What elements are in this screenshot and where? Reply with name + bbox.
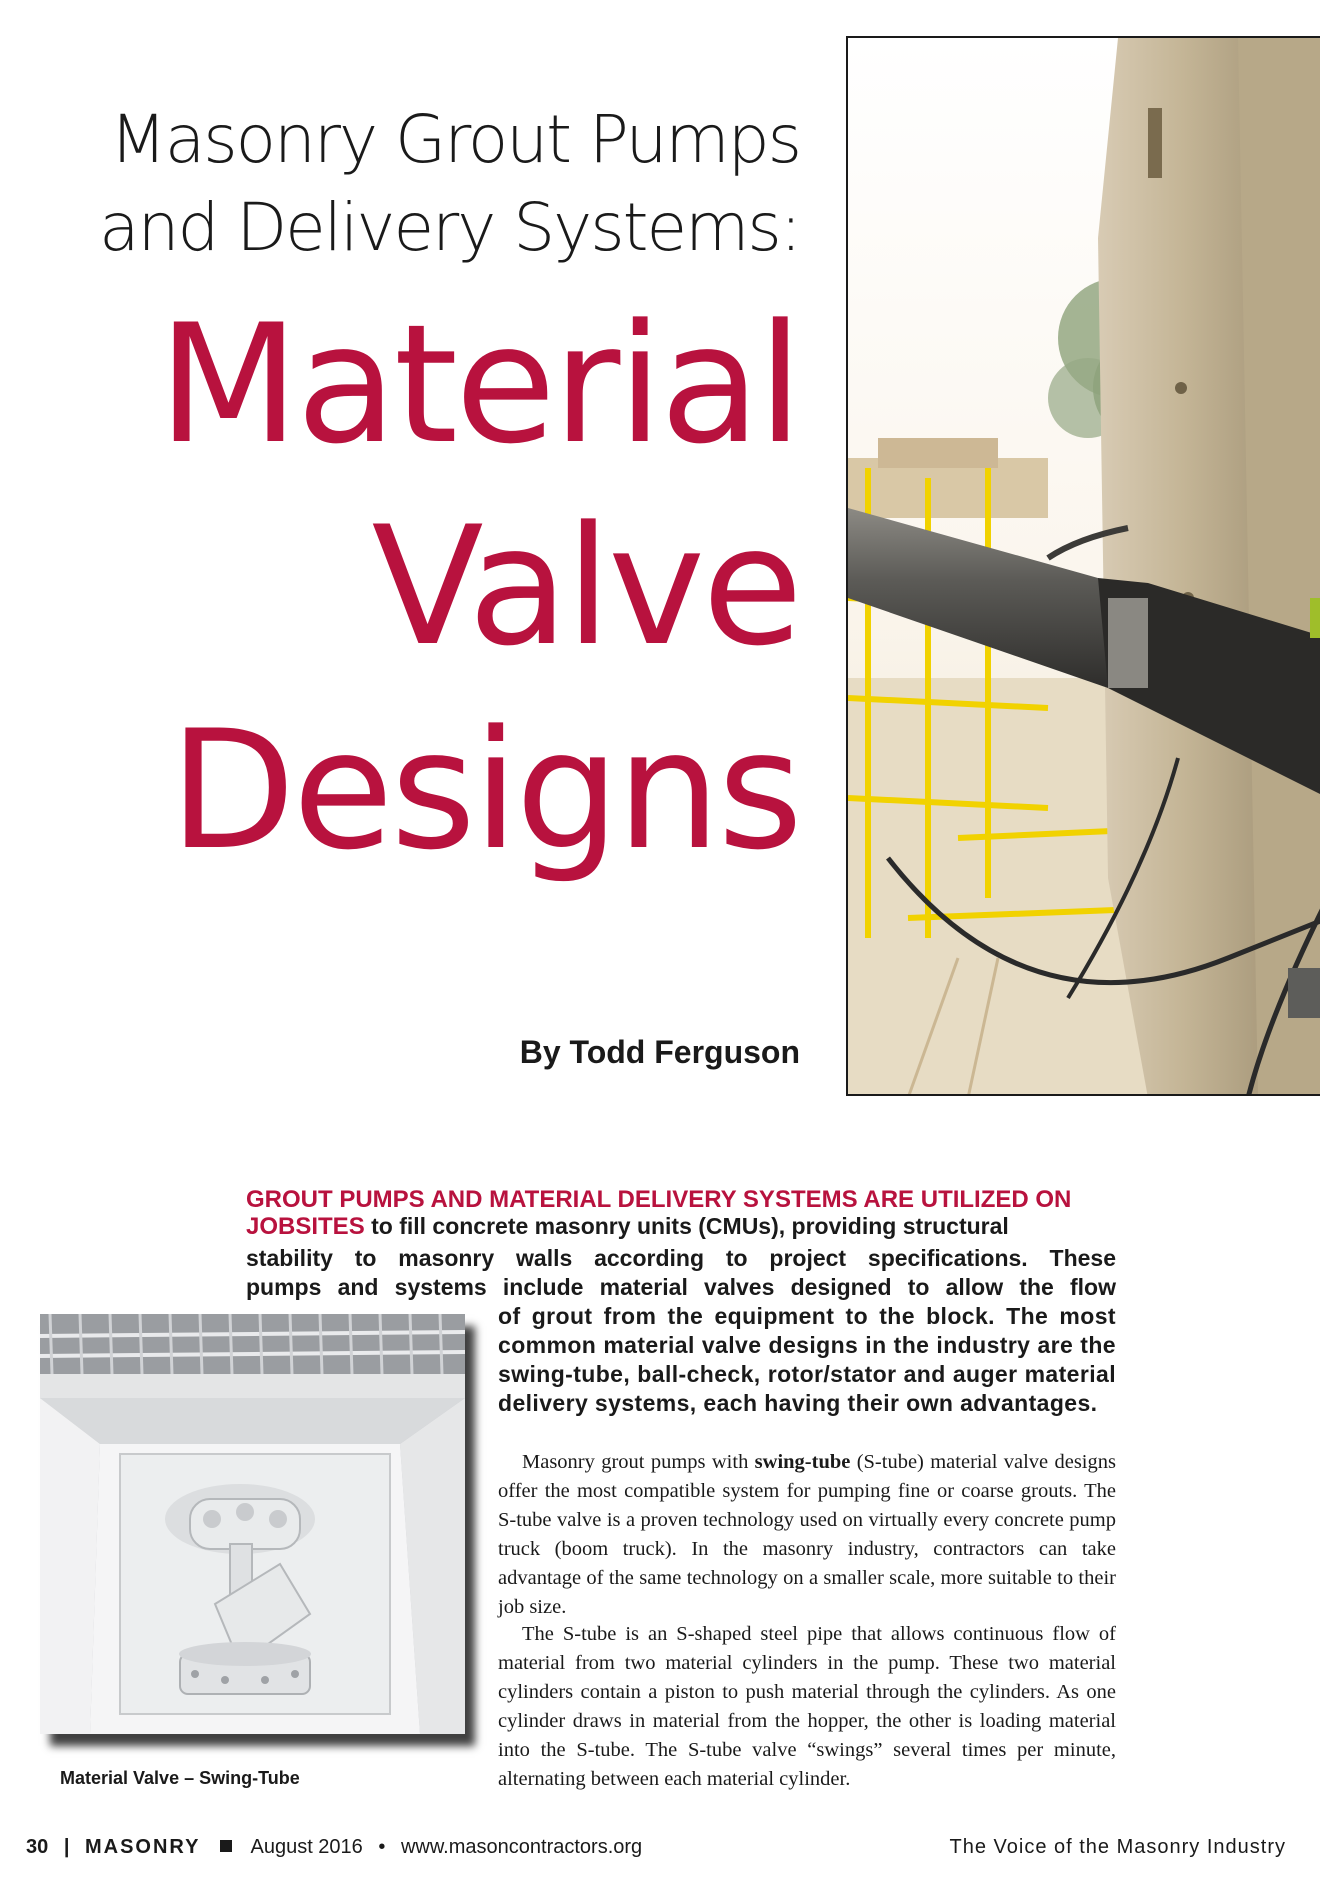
material-valve-photo	[40, 1314, 465, 1734]
kicker-line-1: Masonry Grout Pumps	[109, 101, 800, 178]
body-paragraph-2: The S-tube is an S-shaped steel pipe that allows continuous flow of material from two material cylinders in the pump. These two material cylinders contain a piston to push material through the cylinders. As one cylinder draws in material from the hopper, the other is loading material into the S-tube. The S-tube valve “swings” several times per minute, alternating between each material cylinder.	[498, 1623, 1116, 1790]
photo-caption: Material Valve – Swing-Tube	[60, 1768, 300, 1788]
kicker-line-2: and Delivery Systems:	[99, 189, 800, 266]
footer-tagline: The Voice of the Masonry Industry	[949, 1836, 1286, 1858]
lead-narrow-paragraph: of grout from the equipment to the block. The most common material valve designs in the industry are the swing-tube, ball-check, rotor/stator and auger material delivery systems, each having their own advantages.	[498, 1303, 1116, 1416]
magazine-name: MASONRY	[84, 1836, 201, 1858]
lead-highlight-text: GROUT PUMPS AND MATERIAL DELIVERY SYSTEMS ARE UTILIZED ON JOBSITES	[246, 1186, 1072, 1240]
title-word-material: Material	[157, 289, 800, 480]
lead-line-3: pumps and systems include material valves designed to allow the flow	[246, 1274, 1116, 1300]
p1-text-start: Masonry grout pumps with	[522, 1451, 755, 1473]
title-word-valve: Valve	[371, 491, 800, 682]
lead-line-2: stability to masonry walls according to project specifications. These	[246, 1245, 1116, 1271]
lead-continuation: to fill concrete masonry units (CMUs), providing structural	[364, 1213, 1009, 1239]
article-kicker	[40, 96, 800, 272]
page-number: 30	[26, 1836, 49, 1858]
footer-separator: |	[63, 1836, 70, 1858]
website-link[interactable]: www.masoncontractors.org	[400, 1836, 643, 1858]
body-paragraph-1	[498, 1448, 1116, 1622]
p1-text-end: (S-tube) material valve designs offer the most compatible system for pumping fine or coarse grouts. The S-tube valve is a proven technology used on virtually every concrete pump truck (boom truck). In the masonry industry, contractors can take advantage of the same technology on a smaller scale, more suitable to their job size.	[498, 1451, 1116, 1618]
byline: By Todd Ferguson	[519, 1034, 800, 1070]
page-footer	[26, 1836, 1316, 1866]
issue-date: August 2016	[250, 1836, 363, 1858]
hero-photo	[846, 36, 1320, 1096]
lead-highlight	[246, 1186, 1116, 1240]
p1-bold-term: swing-tube	[754, 1451, 851, 1473]
square-bullet-icon	[220, 1840, 232, 1852]
title-word-designs: Designs	[169, 695, 800, 886]
footer-bullet: •	[378, 1836, 386, 1858]
